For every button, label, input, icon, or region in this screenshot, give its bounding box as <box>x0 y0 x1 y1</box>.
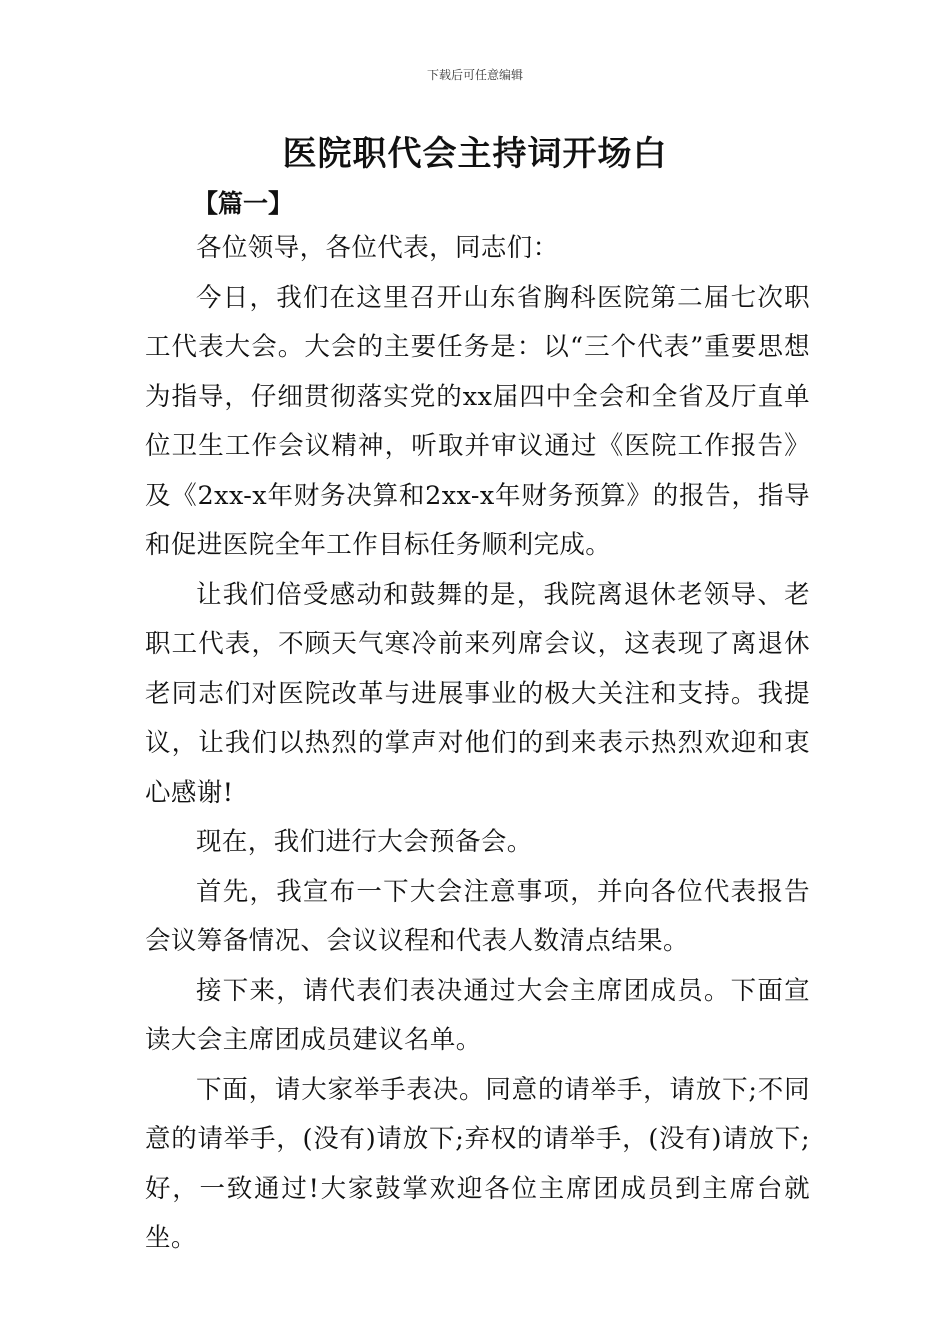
page-header-note: 下载后可任意编辑 <box>426 68 523 82</box>
paragraph-notices: 首先，我宣布一下大会注意事项，并向各位代表报告会议筹备情况、会议议程和代表人数清点结果。 <box>145 876 810 956</box>
section-label: 【篇一】 <box>193 189 294 218</box>
paragraph-greeting: 各位领导，各位代表，同志们： <box>196 233 559 263</box>
document-body <box>145 224 810 1264</box>
paragraph-show-of-hands: 下面，请大家举手表决。同意的请举手，请放下;不同意的请举手，(没有)请放下;弃权的请举手，(没有)请放下;好，一致通过!大家鼓掌欢迎各位主席团成员到主席台就坐。 <box>145 1074 810 1253</box>
document-title: 医院职代会主持词开场白 <box>282 134 668 174</box>
paragraph-preparatory-meeting: 现在，我们进行大会预备会。 <box>196 827 533 857</box>
paragraph-presidium-vote: 接下来，请代表们表决通过大会主席团成员。下面宣读大会主席团成员建议名单。 <box>145 975 810 1055</box>
paragraph-retirees-welcome: 让我们倍受感动和鼓舞的是，我院离退休老领导、老职工代表，不顾天气寒冷前来列席会议，这表现了离退休老同志们对医院改革与进展事业的极大关注和支持。我提议，让我们以热烈的掌声对他们的到来表示热烈欢迎和衷心感谢! <box>145 579 810 808</box>
paragraph-meeting-purpose: 今日，我们在这里召开山东省胸科医院第二届七次职工代表大会。大会的主要任务是：以“三个代表”重要思想为指导，仔细贯彻落实党的xx届四中全会和全省及厅直单位卫生工作会议精神，听取并审议通过《医院工作报告》及《2xx-x年财务决算和2xx-x年财务预算》的报告，指导和促进医院全年工作目标任务顺利完成。 <box>145 282 810 560</box>
